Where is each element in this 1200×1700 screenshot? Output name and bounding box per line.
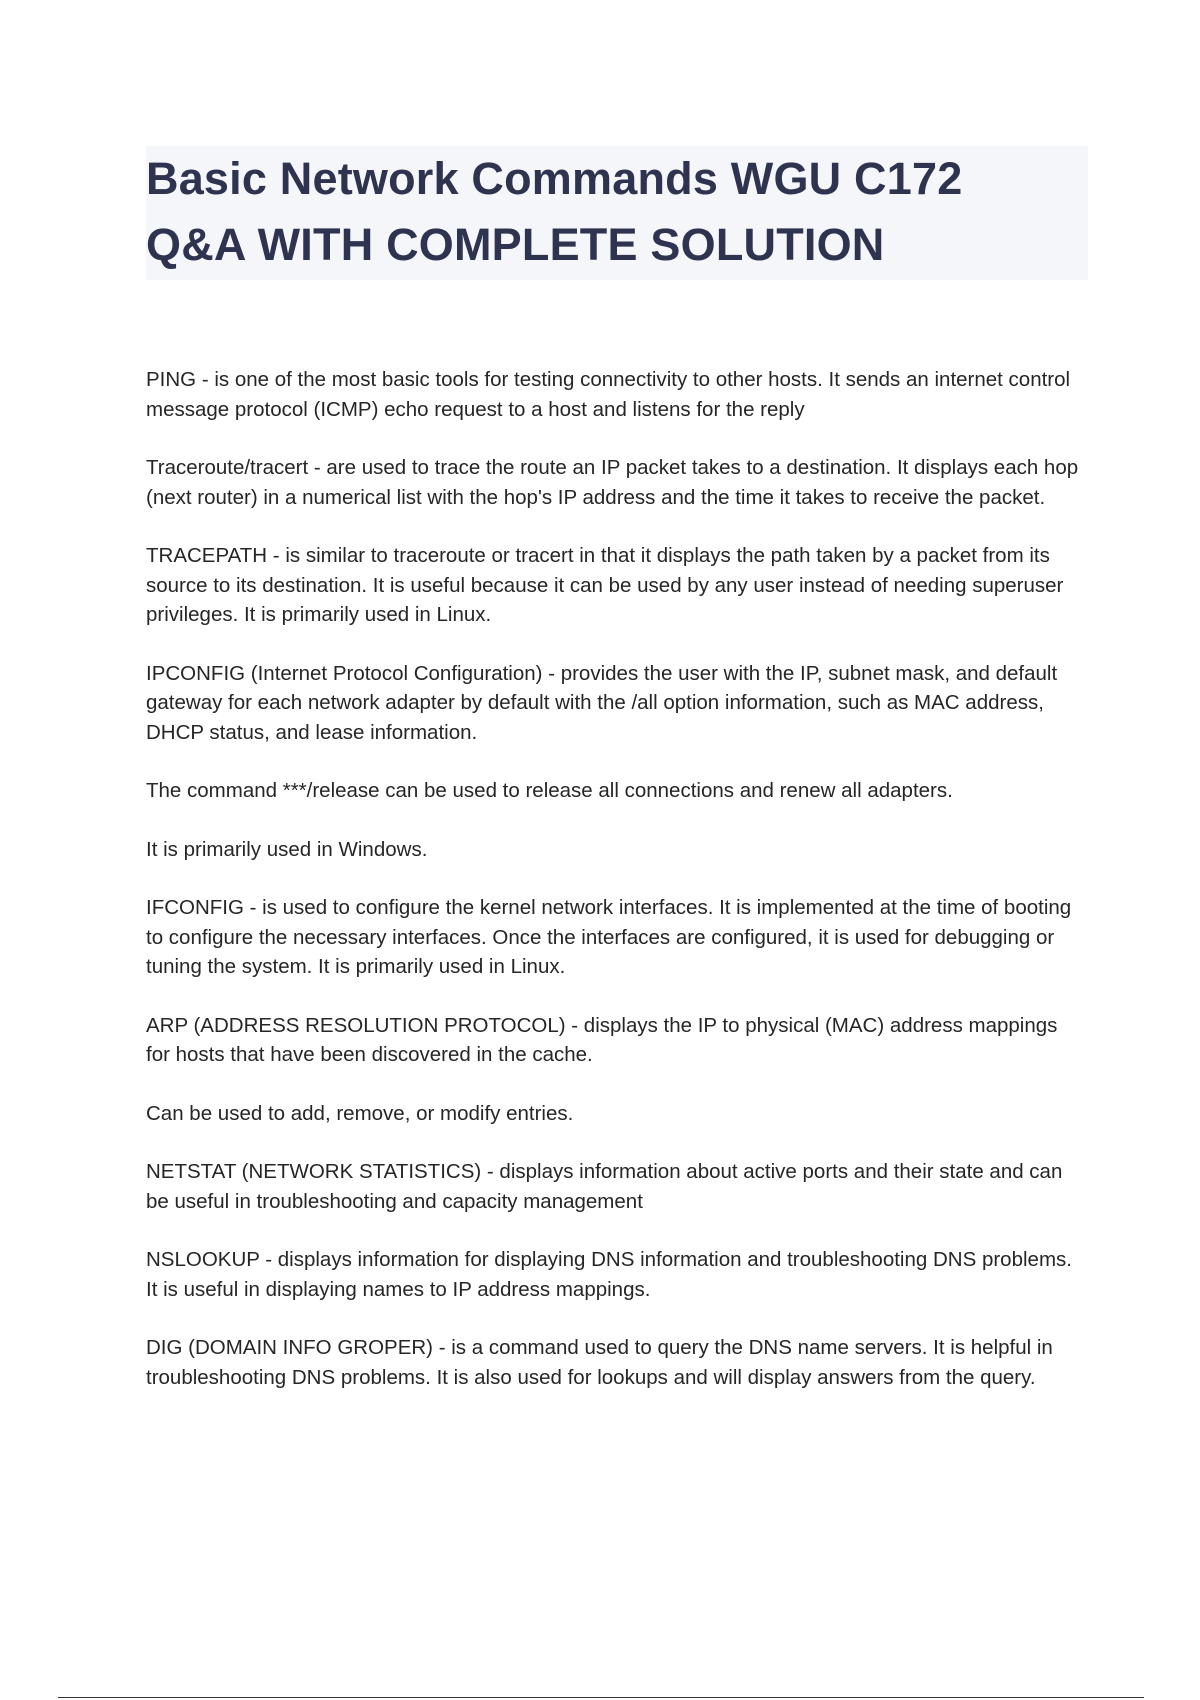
paragraph-tracepath: TRACEPATH - is similar to traceroute or tracert in that it displays the path taken by a packet from its source to its destination. It is useful because it can be used by any user instead of needing superuser privileges. It is primarily used in Linux. [146,544,1064,626]
footer-divider [58,1697,1144,1698]
paragraph-nslookup: NSLOOKUP - displays information for displaying DNS information and troubleshooting DNS problems. It is useful in displaying names to IP address mappings. [146,1248,1072,1301]
paragraph-arp: ARP (ADDRESS RESOLUTION PROTOCOL) - displays the IP to physical (MAC) address mappings for hosts that have been discovered in the cache. [146,1013,1058,1066]
title-block [146,146,1088,280]
paragraph-ipconfig: IPCONFIG (Internet Protocol Configuration) - provides the user with the IP, subnet mask, and default gateway for each network adapter by default with the /all option information, such as MAC address, DHCP status, and lease information. [146,661,1058,744]
paragraph-ifconfig: IFCONFIG - is used to configure the kernel network interfaces. It is implemented at the time of booting to configure the necessary interfaces. Once the interfaces are configured, it is used for debugging or tuning the system. It is primarily used in Linux. [146,896,1072,978]
paragraph-ping: PING - is one of the most basic tools for testing connectivity to other hosts. It sends an internet control message protocol (ICMP) echo request to a host and listens for the reply [146,368,1071,421]
document-body [146,365,1086,1421]
paragraph-release-command: The command ***/release can be used to release all connections and renew all adapters. [146,779,953,802]
paragraph-traceroute: Traceroute/tracert - are used to trace the route an IP packet takes to a destination. It displays each hop (next router) in a numerical list with the hop's IP address and the time it takes to receive the packet. [146,456,1079,509]
page-title-line-2: Q&A WITH COMPLETE SOLUTION [146,219,885,270]
page-title-line-1: Basic Network Commands WGU C172 [146,153,963,204]
paragraph-windows-note: It is primarily used in Windows. [146,837,428,861]
paragraph-dig: DIG (DOMAIN INFO GROPER) - is a command used to query the DNS name servers. It is helpful in troubleshooting DNS problems. It is also used for lookups and will display answers from the query. [146,1336,1053,1389]
paragraph-netstat: NETSTAT (NETWORK STATISTICS) - displays information about active ports and their state and can be useful in troubleshooting and capacity management [146,1160,1063,1213]
page-title [146,146,1088,278]
paragraph-arp-entries: Can be used to add, remove, or modify entries. [146,1101,574,1125]
